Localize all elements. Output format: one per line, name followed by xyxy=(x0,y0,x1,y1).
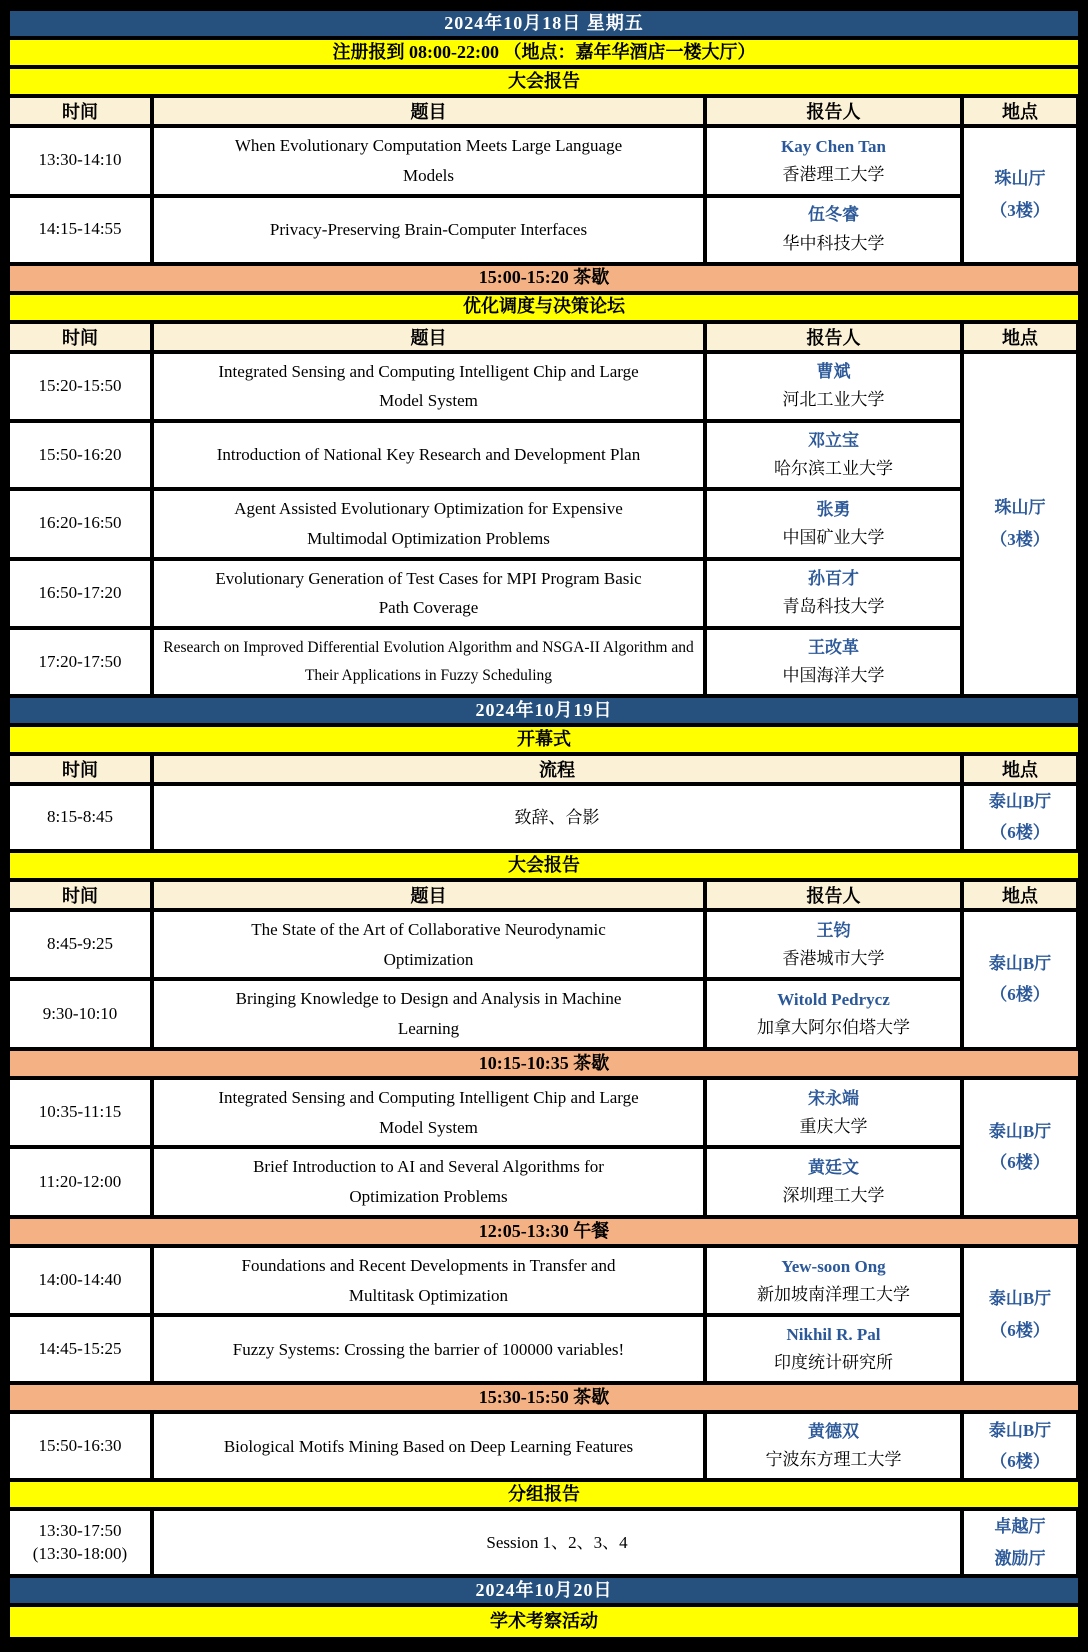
title-cell: The State of the Art of Collaborative Neurodynamic Optimization xyxy=(154,912,703,978)
column-header-speaker: 报告人 xyxy=(707,98,960,124)
location-floor: （6楼） xyxy=(990,1153,1050,1173)
speaker-affiliation: 印度统计研究所 xyxy=(774,1353,893,1373)
day2-date-text: 2024年10月19日 xyxy=(475,699,613,720)
location-cell xyxy=(964,1511,1076,1574)
speaker-affiliation: 哈尔滨工业大学 xyxy=(774,459,893,478)
speaker-name: 宋永端 xyxy=(808,1088,859,1108)
day2-plenary-banner xyxy=(10,853,1078,878)
day2-morning-table-1 xyxy=(10,912,1078,1047)
speaker-affiliation: 加拿大阿尔伯塔大学 xyxy=(757,1018,910,1038)
location-cell xyxy=(964,1414,1076,1478)
lunch-banner xyxy=(10,1219,1078,1244)
forum-header-row xyxy=(10,324,1078,350)
speaker-affiliation: 中国矿业大学 xyxy=(782,527,885,547)
opening-table xyxy=(10,786,1078,849)
time-cell: 10:35-11:15 xyxy=(10,1080,150,1146)
column-header-time: 时间 xyxy=(10,882,150,908)
speaker-affiliation: 香港城市大学 xyxy=(782,948,885,968)
day2-tea-break-1-text: 10:15-10:35 茶歇 xyxy=(478,1052,610,1073)
day2-afternoon-table-1 xyxy=(10,1248,1078,1382)
day1-plenary-banner xyxy=(10,69,1078,94)
day2-afternoon-table-2 xyxy=(10,1414,1078,1478)
time-cell xyxy=(10,1511,150,1574)
title-cell: Bringing Knowledge to Design and Analysis in Machine Learning xyxy=(154,981,703,1047)
time-cell: 15:20-15:50 xyxy=(10,354,150,420)
speaker-name: Yew-soon Ong xyxy=(781,1256,886,1276)
speaker-name: 黄廷文 xyxy=(808,1158,859,1178)
speaker-name: 孙百才 xyxy=(808,569,859,589)
title-cell: When Evolutionary Computation Meets Large Language Models xyxy=(154,128,703,194)
column-header-location: 地点 xyxy=(964,98,1076,124)
day1-plenary-table xyxy=(10,128,1078,262)
column-header-title: 题目 xyxy=(154,882,703,908)
speaker-name: Kay Chen Tan xyxy=(781,136,886,156)
sessions-content-cell: Session 1、2、3、4 xyxy=(154,1511,960,1574)
speaker-affiliation: 青岛科技大学 xyxy=(782,597,885,617)
location-name: 泰山B厅 xyxy=(988,953,1052,973)
speaker-affiliation: 深圳理工大学 xyxy=(782,1186,885,1206)
location-floor: （6楼） xyxy=(990,985,1050,1005)
session-time-line1: 13:30-17:50 xyxy=(38,1520,122,1540)
location-cell xyxy=(964,1248,1076,1382)
title-cell: Research on Improved Differential Evolution Algorithm and NSGA-II Algorithm and Their Applications in Fuzzy Scheduling xyxy=(154,630,703,694)
day1-date-header xyxy=(10,11,1078,36)
time-cell: 15:50-16:30 xyxy=(10,1414,150,1478)
day1-date-text: 2024年10月18日 星期五 xyxy=(444,12,644,33)
speaker-cell xyxy=(707,1149,960,1215)
speaker-cell xyxy=(707,981,960,1047)
time-cell: 14:15-14:55 xyxy=(10,198,150,262)
speaker-cell xyxy=(707,912,960,978)
location-cell xyxy=(964,128,1076,262)
speaker-cell xyxy=(707,1080,960,1146)
sessions-banner-text: 分组报告 xyxy=(508,1484,580,1505)
tea-break-text: 15:00-15:20 茶歇 xyxy=(478,267,610,288)
location-name: 激励厅 xyxy=(994,1548,1046,1568)
day2-tea-break-2-text: 15:30-15:50 茶歇 xyxy=(478,1387,610,1408)
opening-header-row xyxy=(10,756,1078,782)
time-cell: 14:00-14:40 xyxy=(10,1248,150,1314)
time-cell: 13:30-14:10 xyxy=(10,128,150,194)
title-cell: Evolutionary Generation of Test Cases for MPI Program Basic Path Coverage xyxy=(154,561,703,627)
column-header-time: 时间 xyxy=(10,98,150,124)
forum-table xyxy=(10,354,1078,695)
day2-plenary-banner-text: 大会报告 xyxy=(508,854,580,875)
column-header-location: 地点 xyxy=(964,324,1076,350)
title-cell: Foundations and Recent Developments in Transfer and Multitask Optimization xyxy=(154,1248,703,1314)
session-time-line2: (13:30-18:00) xyxy=(32,1543,128,1563)
column-header-time: 时间 xyxy=(10,324,150,350)
location-name: 泰山B厅 xyxy=(988,792,1052,811)
opening-banner xyxy=(10,727,1078,752)
column-header-speaker: 报告人 xyxy=(707,324,960,350)
column-header-location: 地点 xyxy=(964,756,1076,782)
forum-banner xyxy=(10,295,1078,320)
speaker-name: 邓立宝 xyxy=(808,430,859,450)
procedure-cell: 致辞、合影 xyxy=(154,786,960,849)
time-cell: 11:20-12:00 xyxy=(10,1149,150,1215)
location-cell xyxy=(964,912,1076,1047)
speaker-name: Nikhil R. Pal xyxy=(786,1325,881,1345)
speaker-cell xyxy=(707,491,960,557)
column-header-time: 时间 xyxy=(10,756,150,782)
time-cell: 14:45-15:25 xyxy=(10,1317,150,1381)
time-cell: 16:20-16:50 xyxy=(10,491,150,557)
speaker-cell xyxy=(707,630,960,694)
day2-tea-break-2-banner xyxy=(10,1385,1078,1410)
location-cell xyxy=(964,354,1076,695)
speaker-cell xyxy=(707,1317,960,1381)
time-cell: 15:50-16:20 xyxy=(10,423,150,487)
speaker-name: Witold Pedrycz xyxy=(777,990,890,1010)
speaker-affiliation: 香港理工大学 xyxy=(782,164,885,184)
speaker-cell xyxy=(707,561,960,627)
day2-plenary-header-row xyxy=(10,882,1078,908)
title-cell: Agent Assisted Evolutionary Optimization for Expensive Multimodal Optimization Problems xyxy=(154,491,703,557)
location-name: 珠山厅 xyxy=(994,169,1046,189)
time-cell: 8:45-9:25 xyxy=(10,912,150,978)
speaker-name: 张勇 xyxy=(816,499,851,519)
speaker-affiliation: 华中科技大学 xyxy=(782,233,885,253)
location-name: 泰山B厅 xyxy=(988,1420,1052,1440)
column-header-title: 题目 xyxy=(154,98,703,124)
speaker-cell xyxy=(707,423,960,487)
sessions-banner xyxy=(10,1482,1078,1507)
title-cell: Privacy-Preserving Brain-Computer Interfaces xyxy=(154,198,703,262)
location-cell xyxy=(964,1080,1076,1215)
speaker-name: 伍冬睿 xyxy=(808,205,859,225)
location-name: 卓越厅 xyxy=(994,1517,1046,1537)
title-cell: Integrated Sensing and Computing Intelligent Chip and Large Model System xyxy=(154,1080,703,1146)
speaker-cell xyxy=(707,1414,960,1478)
location-floor: （6楼） xyxy=(990,1320,1050,1340)
title-cell: Integrated Sensing and Computing Intelligent Chip and Large Model System xyxy=(154,354,703,420)
speaker-name: 王钧 xyxy=(816,920,851,940)
speaker-affiliation: 宁波东方理工大学 xyxy=(765,1450,902,1470)
day3-date-header xyxy=(10,1578,1078,1603)
speaker-cell xyxy=(707,354,960,420)
location-floor: （3楼） xyxy=(990,529,1050,549)
location-cell xyxy=(964,786,1076,849)
location-name: 泰山B厅 xyxy=(988,1289,1052,1309)
speaker-cell xyxy=(707,1248,960,1314)
opening-banner-text: 开幕式 xyxy=(517,728,571,749)
day2-tea-break-1-banner xyxy=(10,1051,1078,1076)
time-cell: 16:50-17:20 xyxy=(10,561,150,627)
forum-banner-text: 优化调度与决策论坛 xyxy=(463,296,625,317)
title-cell: Biological Motifs Mining Based on Deep Learning Features xyxy=(154,1414,703,1478)
tea-break-banner xyxy=(10,266,1078,291)
speaker-name: 王改革 xyxy=(808,637,859,657)
title-cell: Fuzzy Systems: Crossing the barrier of 100000 variables! xyxy=(154,1317,703,1381)
lunch-text: 12:05-13:30 午餐 xyxy=(478,1220,610,1241)
registration-text: 注册报到 08:00-22:00 （地点：嘉年华酒店一楼大厅） xyxy=(332,41,756,62)
day2-date-header xyxy=(10,698,1078,723)
speaker-affiliation: 河北工业大学 xyxy=(782,390,885,410)
column-header-location: 地点 xyxy=(964,882,1076,908)
day1-plenary-banner-text: 大会报告 xyxy=(508,70,580,91)
location-floor: （3楼） xyxy=(990,200,1050,220)
speaker-name: 黄德双 xyxy=(808,1422,859,1442)
activity-banner xyxy=(10,1607,1078,1637)
speaker-affiliation: 中国海洋大学 xyxy=(782,666,885,685)
location-floor: （6楼） xyxy=(990,1452,1050,1472)
sessions-table xyxy=(10,1511,1078,1574)
column-header-title: 题目 xyxy=(154,324,703,350)
time-cell: 9:30-10:10 xyxy=(10,981,150,1047)
column-header-procedure: 流程 xyxy=(154,756,960,782)
speaker-cell xyxy=(707,198,960,262)
day3-date-text: 2024年10月20日 xyxy=(475,1579,613,1600)
time-cell: 17:20-17:50 xyxy=(10,630,150,694)
location-floor: （6楼） xyxy=(990,823,1050,843)
speaker-name: 曹斌 xyxy=(816,362,851,382)
speaker-cell xyxy=(707,128,960,194)
title-cell: Introduction of National Key Research and Development Plan xyxy=(154,423,703,487)
speaker-affiliation: 新加坡南洋理工大学 xyxy=(757,1284,910,1304)
location-name: 泰山B厅 xyxy=(988,1121,1052,1141)
activity-banner-text: 学术考察活动 xyxy=(490,1611,598,1632)
speaker-affiliation: 重庆大学 xyxy=(799,1116,868,1136)
column-header-speaker: 报告人 xyxy=(707,882,960,908)
location-name: 珠山厅 xyxy=(994,498,1046,518)
registration-banner xyxy=(10,40,1078,65)
day2-morning-table-2 xyxy=(10,1080,1078,1215)
day1-plenary-header-row xyxy=(10,98,1078,124)
title-cell: Brief Introduction to AI and Several Algorithms for Optimization Problems xyxy=(154,1149,703,1215)
time-cell: 8:15-8:45 xyxy=(10,786,150,849)
